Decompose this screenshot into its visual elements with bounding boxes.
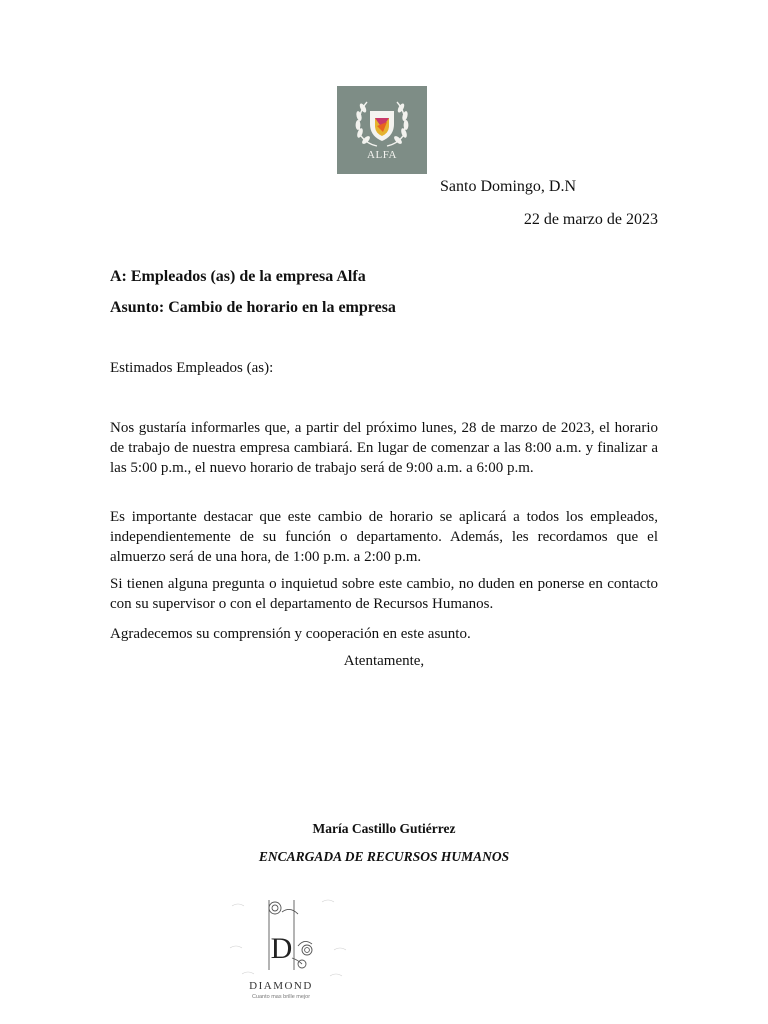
- subject-line: Asunto: Cambio de horario en la empresa: [110, 299, 396, 316]
- paragraph-contact: Si tienen alguna pregunta o inquietud sobre este cambio, no duden en ponerse en contacto con su supervisor o con el departamento de Recursos Humanos.: [110, 576, 658, 612]
- alfa-logo-text: ALFA: [367, 149, 397, 161]
- diamond-logo: [222, 888, 362, 1016]
- diamond-name: DIAMOND: [249, 980, 313, 992]
- letter-place: Santo Domingo, D.N: [440, 178, 576, 195]
- diamond-letter: D: [270, 932, 293, 965]
- alfa-logo: [337, 86, 427, 174]
- paragraph-schedule-change: Nos gustaría informarles que, a partir del próximo lunes, 28 de marzo de 2023, el horario de trabajo de nuestra empresa cambiará. En lugar de comenzar a las 8:00 a.m. y finalizar a las 5:00 p.m., el nuevo horario de trabajo será de 9:00 a.m. a 6:00 p.m.: [110, 420, 658, 476]
- closing: Atentamente,: [343, 653, 425, 669]
- paragraph-scope: Es importante destacar que este cambio de horario se aplicará a todos los empleados, independientemente de su función o departamento. Además, les recordamos que el almuerzo será de una hora, de 1:00 p.m. a 2:00 p.m.: [110, 509, 658, 565]
- flower-frame-icon: [222, 888, 362, 984]
- recipient-line: A: Empleados (as) de la empresa Alfa: [110, 268, 366, 285]
- diamond-tagline: Cuanto mas brille mejor: [251, 994, 311, 1000]
- signature-title: ENCARGADA DE RECURSOS HUMANOS: [258, 849, 510, 864]
- paragraph-thanks: Agradecemos su comprensión y cooperación en este asunto.: [110, 626, 471, 642]
- letter-date: 22 de marzo de 2023: [523, 211, 658, 228]
- greeting: Estimados Empleados (as):: [110, 360, 274, 376]
- signature-name: María Castillo Gutiérrez: [312, 821, 456, 836]
